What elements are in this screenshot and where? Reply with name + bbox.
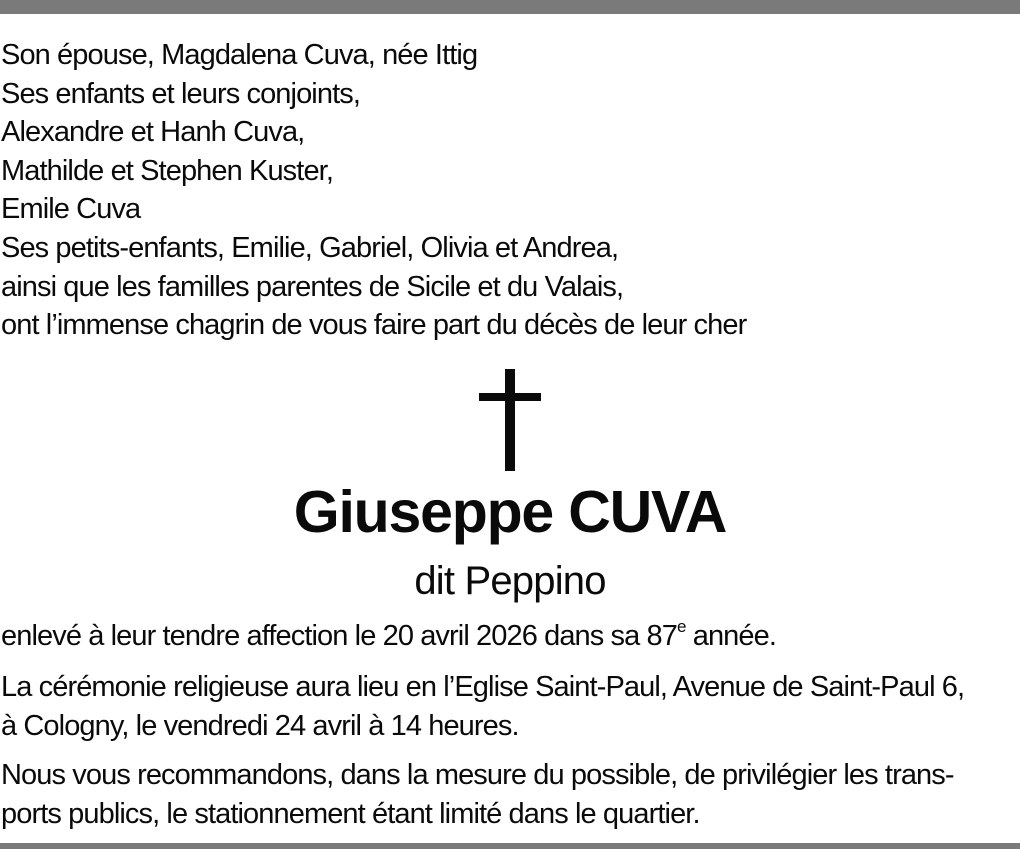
deceased-nickname: dit Peppino [414, 559, 606, 603]
recommendation [1, 756, 954, 833]
death-notice-text: enlevé à leur tendre affection le 20 avril 2026 dans sa 87 [1, 620, 677, 652]
cross-vertical-bar [505, 369, 515, 471]
intro-line: Alexandre et Hanh Cuva, [1, 116, 305, 149]
ordinal-suffix: e [677, 617, 686, 637]
intro-line: Ses enfants et leurs conjoints, [1, 77, 360, 110]
bottom-rule [0, 843, 1020, 849]
intro-line: Emile Cuva [1, 193, 141, 226]
recommendation-line: Nous vous recommandons, dans la mesure du possible, de privilégier les trans- [1, 759, 954, 791]
ceremony-line: à Cologny, le vendredi 24 avril à 14 heures. [1, 709, 519, 742]
family-announcement [1, 36, 746, 345]
death-notice-line [1, 617, 776, 656]
intro-line: Mathilde et Stephen Kuster, [1, 154, 333, 187]
ceremony-line: La cérémonie religieuse aura lieu en l’Eglise Saint-Paul, Avenue de Saint-Paul 6, [1, 671, 965, 703]
top-rule [0, 0, 1020, 14]
death-notice [1, 617, 776, 656]
intro-line: Ses petits-enfants, Emilie, Gabriel, Olivia et Andrea, [1, 231, 619, 264]
cross-horizontal-bar [479, 393, 541, 401]
recommendation-line: ports publics, le stationnement étant limité dans le quartier. [1, 797, 700, 830]
deceased-name: Giuseppe CUVA [293, 479, 727, 545]
intro-line: ainsi que les familles parentes de Sicile et du Valais, [1, 270, 624, 303]
intro-line: Son épouse, Magdalena Cuva, née Ittig [1, 39, 478, 71]
death-notice-end: année. [685, 620, 777, 652]
cross-icon [479, 369, 541, 471]
ceremony-info [1, 668, 964, 745]
intro-line: ont l’immense chagrin de vous faire part du décès de leur cher [1, 309, 747, 342]
